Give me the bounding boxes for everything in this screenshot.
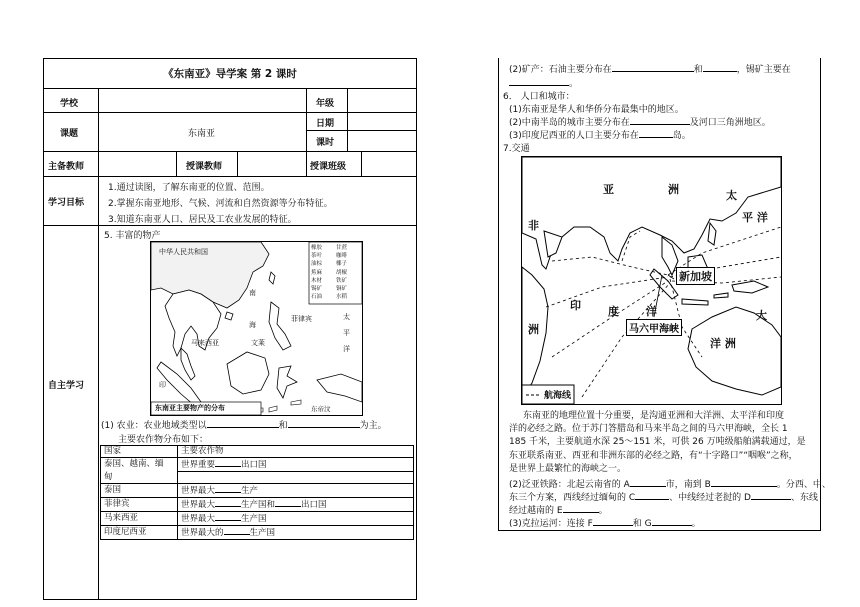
rail-text-g: 经过越南的 E [509, 506, 563, 516]
table-cell: 泰国 [101, 484, 178, 498]
agri-blank-1[interactable] [207, 419, 279, 428]
legend-item: 铁矿 [336, 277, 348, 284]
mineral-line2 [509, 76, 578, 89]
canal-blank-f[interactable] [593, 517, 633, 526]
topic-value: 东南亚 [188, 129, 216, 139]
q6-3-text-b: 岛。 [672, 131, 691, 141]
topic-label: 课题 [60, 129, 79, 139]
rail-blank-e[interactable] [563, 504, 599, 513]
table-header: 国家 [101, 446, 178, 458]
singapore-label: 新加坡 [676, 267, 715, 285]
school-label: 学校 [60, 99, 79, 109]
fei-label: 非 [528, 219, 539, 232]
rail-line-3 [509, 503, 608, 516]
strait-paragraph [509, 410, 815, 476]
legend-item: 水稻 [336, 294, 348, 301]
map1-caption: 东南亚主要物产的分布 [155, 404, 225, 412]
tai-label-2: 太 [726, 189, 737, 202]
canal-text-a: (3)克拉运河：连接 F [509, 519, 593, 529]
crop-blank[interactable] [215, 484, 241, 493]
ping-label: 平 [343, 329, 350, 337]
rail-text-h: 。 [598, 506, 608, 516]
self-study-label: 自主学习 [48, 381, 85, 391]
legend-item: 锡矿 [311, 286, 323, 293]
crops-intro: 主要农作物分布如下： [118, 435, 209, 445]
q6-item-2 [509, 115, 771, 128]
teacher-label: 主备教师 [48, 162, 85, 172]
zhou-label: 洲 [528, 323, 539, 336]
mineral-blank-3[interactable] [509, 77, 569, 86]
paragraph-line: 东亚联系南亚、西亚和非洲东部的必经之路，有“十字路口”“咽喉”之称， [509, 450, 798, 461]
table-row [101, 458, 414, 472]
mineral-text-c: ，锡矿主要在 [736, 65, 791, 75]
du-label: 度 [608, 305, 619, 318]
mineral-blank-1[interactable] [612, 63, 694, 72]
table-cell [178, 472, 414, 484]
page-title: 《东南亚》导学案 第 2 课时 [163, 68, 297, 80]
date-label: 日期 [316, 119, 335, 129]
goal-1: 1.通过读图，了解东南亚的位置、范围。 [108, 183, 270, 193]
mineral-question [509, 62, 791, 75]
table-cell: 印度尼西亚 [101, 526, 178, 540]
table-row [101, 526, 414, 540]
goals-label: 学习目标 [48, 198, 85, 208]
yang-zhou-label: 洋 洲 [710, 337, 736, 350]
brunei-label: 文莱 [251, 339, 265, 347]
legend-item: 椰子 [336, 261, 348, 268]
rail-line-1 [509, 477, 831, 490]
legend-item: 橡胶 [311, 245, 323, 251]
legend-item: 咖啡 [336, 253, 348, 260]
section5-title: 5. 丰富的物产 [104, 231, 161, 241]
legend-item: 蕉麻 [311, 269, 323, 276]
sea-label: 海 [249, 321, 256, 329]
rail-text-f: 、东线 [790, 493, 818, 503]
shipping-map-drawing [522, 157, 781, 404]
rail-text-a: (2)泛亚铁路：北起云南省的 A [509, 480, 630, 490]
shipping-map [521, 156, 782, 405]
paragraph-line: 185 千米，主要航道水深 25～151 米，可供 26 万吨级船舶满载通过，是 [509, 437, 806, 448]
table-cell: 世界最大 生产国 [178, 512, 414, 526]
table-cell: 世界重要 出口国 [178, 458, 414, 472]
rail-text-e: 、中线经过老挝的 D [669, 493, 751, 503]
table-cell: 泰国、越南、缅 [101, 458, 178, 472]
q6-blank-2[interactable] [639, 129, 673, 138]
timor-label: 东帝汶 [311, 405, 331, 413]
asia-label-2: 洲 [668, 183, 679, 196]
table-row [101, 484, 414, 498]
rail-blank-b[interactable] [711, 478, 777, 487]
table-row [101, 512, 414, 526]
legend-item: 铜矿 [336, 286, 348, 293]
ping-yang-label: 平 洋 [742, 211, 768, 224]
goal-3: 3.知道东南亚人口、居民及工农业发展的特征。 [108, 215, 297, 225]
agri-blank-2[interactable] [288, 419, 360, 428]
q7-title: 7.交通 [503, 144, 530, 154]
rail-text-d: 东三个方案，西线经过缅甸的 C [509, 493, 636, 503]
canal-blank-g[interactable] [652, 517, 692, 526]
mineral-text-b: 和 [693, 65, 703, 75]
table-cell: 马来西亚 [101, 512, 178, 526]
crop-blank[interactable] [215, 512, 241, 521]
asia-label-1: 亚 [603, 183, 614, 196]
yang-label: 洋 [343, 345, 350, 353]
paragraph-line: 是世界上最繁忙的海峡之一。 [509, 463, 627, 474]
malacca-label: 马六甲海峡 [626, 319, 682, 336]
q6-2-text-a: (2)中南半岛的城市主要分布在 [509, 118, 630, 128]
yang-label-2: 洋 [646, 305, 657, 318]
q6-title: 6． 人口和城市： [503, 92, 575, 102]
map1-legend [311, 244, 361, 301]
table-cell: 甸 [101, 472, 178, 484]
tai-label: 太 [343, 313, 350, 321]
table-cell: 世界最大 生产国和 出口国 [178, 498, 414, 512]
crops-table [100, 445, 414, 540]
rail-blank-d[interactable] [751, 491, 791, 500]
rail-line-2 [509, 490, 818, 503]
mineral-text-a: (2)矿产：石油主要分布在 [509, 65, 612, 75]
mineral-blank-2[interactable] [703, 63, 737, 72]
legend-item: 石油 [311, 294, 323, 301]
philippines-label: 菲律宾 [291, 315, 312, 323]
table-row [101, 446, 414, 458]
products-map [150, 241, 363, 416]
crop-blank[interactable] [215, 498, 241, 507]
rail-text-b: 市，南到 B [665, 480, 711, 490]
period-label: 课时 [316, 138, 335, 148]
rail-blank-c[interactable] [635, 491, 669, 500]
crop-blank[interactable] [215, 458, 241, 467]
yin-label-2: 印 [570, 299, 581, 312]
q6-blank-1[interactable] [630, 116, 690, 125]
legend-item: 木材 [311, 277, 323, 284]
agri-question [101, 418, 387, 431]
table-row [101, 472, 414, 484]
grade-label: 年级 [316, 99, 335, 109]
mineral-end: 。 [569, 79, 579, 89]
class-label: 授课班级 [310, 162, 347, 172]
goal-2: 2.掌握东南亚地形、气候、河流和自然资源等分布特征。 [108, 199, 333, 209]
q6-item-3 [509, 128, 691, 141]
legend-item: 胡椒 [336, 269, 348, 276]
agri-text-c: 为主。 [359, 421, 387, 431]
agri-text-b: 和 [278, 421, 288, 431]
table-cell: 菲律宾 [101, 498, 178, 512]
legend-item: 茶叶 [311, 253, 323, 260]
south-label: 南 [249, 289, 256, 297]
paragraph-line: 洋的必经之路。位于苏门答腊岛和马来半岛之间的马六甲海峡，全长 1 [509, 424, 788, 435]
canal-text-b: 和 G [632, 519, 652, 529]
table-cell: 世界最大的 生产国 [178, 526, 414, 540]
route-legend-label: 航海线 [544, 391, 572, 401]
da-label: 大 [756, 309, 767, 322]
canal-text-c: 。 [691, 519, 701, 529]
legend-item: 油棕 [311, 261, 323, 268]
q6-3-text-a: (3)印度尼西亚的人口主要分布在 [509, 131, 639, 141]
q6-item-1: (1)东南亚是华人和华侨分布最集中的地区。 [509, 105, 684, 115]
paragraph-line: 东南亚的地理位置十分重要，是沟通亚洲和大洋洲、太平洋和印度 [523, 411, 785, 421]
rail-blank-a[interactable] [630, 478, 666, 487]
table-row [101, 498, 414, 512]
legend-item: 甘蔗 [336, 245, 348, 251]
china-label: 中华人民共和国 [159, 248, 208, 256]
lecturer-label: 授课教师 [186, 162, 223, 172]
yin-label: 印 [159, 381, 166, 389]
crop-blank[interactable] [275, 498, 301, 507]
malaysia-label: 马来西亚 [191, 339, 219, 347]
rail-text-c: 。分西、中、 [776, 480, 831, 490]
crop-blank[interactable] [224, 526, 250, 535]
table-cell: 世界最大 生产 [178, 484, 414, 498]
agri-text-a: (1) 农业：农业地域类型以 [101, 421, 207, 431]
table-header: 主要农作物 [178, 446, 414, 458]
canal-line [509, 516, 701, 529]
q6-2-text-b: 及河口三角洲地区。 [689, 118, 771, 128]
